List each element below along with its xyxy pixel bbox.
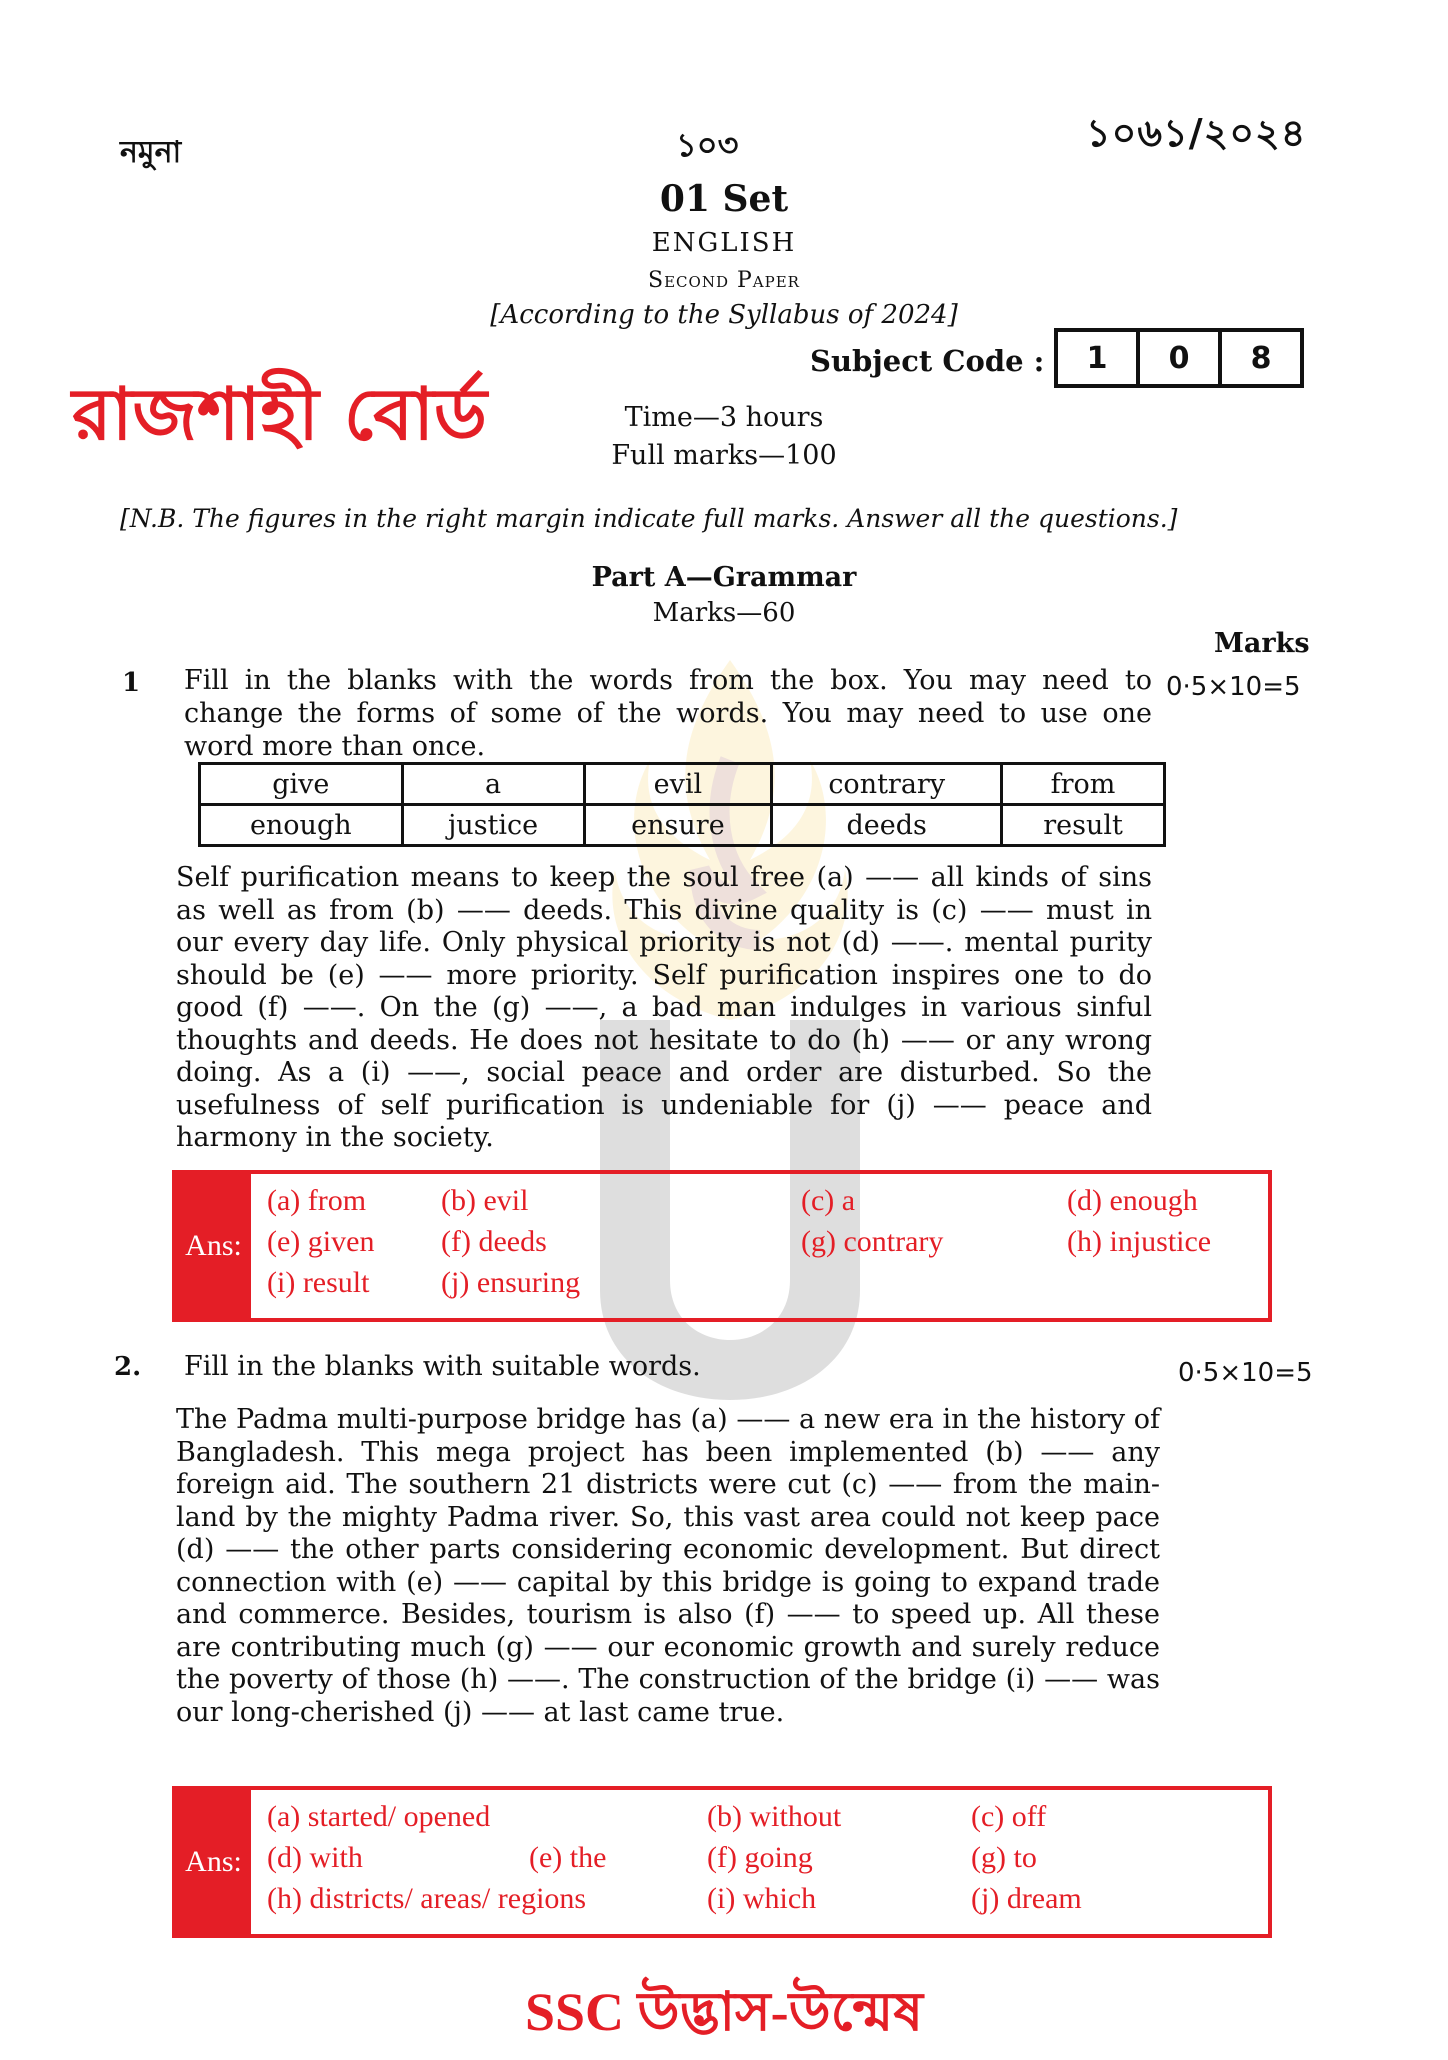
- exam-code: ১০৬১/২০২৪: [1086, 111, 1307, 155]
- answer-box: [172, 1786, 1272, 1938]
- answer-item: (b) evil: [441, 1184, 529, 1217]
- answer-item: (e) the: [529, 1841, 607, 1874]
- answer-label: Ans:: [176, 1790, 251, 1934]
- brand-footer: SSC উদ্ভাস-উন্মেষ: [524, 1982, 924, 2042]
- instruction-note: [N.B. The figures in the right margin indicate full marks. Answer all the questions.]: [120, 504, 1178, 533]
- word-box-cell: ensure: [584, 805, 772, 846]
- part-title: Part A—Grammar: [591, 562, 857, 593]
- answer-item: (e) given: [267, 1225, 375, 1258]
- answer-item: (h) districts/ areas/ regions: [267, 1882, 587, 1915]
- subject-code-label: Subject Code :: [810, 344, 1045, 378]
- word-box-cell: enough: [200, 805, 403, 846]
- question-instruction: Fill in the blanks with suitable words.: [184, 1351, 701, 1382]
- answer-item: (d) with: [267, 1841, 363, 1874]
- question-marks: 0·5×10=5: [1178, 1358, 1313, 1388]
- answer-item: (f) going: [707, 1841, 813, 1874]
- word-box-cell: result: [1002, 805, 1165, 846]
- answer-item: (a) from: [267, 1184, 367, 1217]
- answer-item: (g) contrary: [801, 1225, 944, 1258]
- syllabus-note: [According to the Syllabus of 2024]: [490, 300, 958, 330]
- answer-label: Ans:: [176, 1174, 251, 1318]
- answer-item: (i) which: [707, 1882, 817, 1915]
- answer-item: (j) dream: [971, 1882, 1082, 1915]
- question-instruction: Fill in the blanks with the words from the box. You may need to change the forms of some of the words. You may need to use one word more than once.: [184, 665, 1152, 762]
- subject-code-digit: 1: [1058, 332, 1140, 384]
- paper-title: Second Paper: [648, 268, 800, 293]
- answer-item: (b) without: [707, 1800, 842, 1833]
- word-box-cell: justice: [402, 805, 584, 846]
- page-number: ১০৩: [676, 126, 739, 164]
- word-box-cell: from: [1002, 764, 1165, 805]
- answer-item: (g) to: [971, 1841, 1037, 1874]
- word-box-cell: contrary: [772, 764, 1002, 805]
- word-box-cell: evil: [584, 764, 772, 805]
- answer-item: (d) enough: [1067, 1184, 1198, 1217]
- question-number: 1: [122, 668, 141, 698]
- word-box-cell: deeds: [772, 805, 1002, 846]
- answer-item: (j) ensuring: [441, 1266, 581, 1299]
- subject-code-digit: 0: [1140, 332, 1222, 384]
- answer-box: [172, 1170, 1272, 1322]
- sample-label: নমুনা: [120, 135, 182, 170]
- subject-code-box: [1054, 328, 1304, 388]
- time-allowed: Time—3 hours: [624, 402, 824, 433]
- word-box-cell: a: [402, 764, 584, 805]
- question-number: 2.: [114, 1352, 142, 1382]
- answer-grid: [251, 1174, 1268, 1318]
- answer-item: (i) result: [267, 1266, 370, 1299]
- question-marks: 0·5×10=5: [1166, 672, 1301, 702]
- set-title: 01 Set: [659, 178, 789, 220]
- part-marks: Marks—60: [652, 598, 796, 628]
- answer-grid: [251, 1790, 1268, 1934]
- answer-item: (c) off: [971, 1800, 1047, 1833]
- subject-title: ENGLISH: [651, 228, 797, 258]
- passage-text: The Padma multi-purpose bridge has (a) —— a new era in the history of Bangladesh. This mega project has been implemented (b) —— any foreign aid. The southern 21 districts were cut (c) —— from the main-land by the mighty Padma river. So, this vast area could not keep pace (d) —— the other parts considering economic development. But direct connection with (e) —— capital by this bridge is going to expand trade and commerce. Besides, tourism is also (f) —— to speed up. All these are contributing much (g) —— our economic growth and surely reduce the poverty of those (h) ——. The construction of the bridge (i) —— was our long-cherished (j) —— at last came true.: [176, 1404, 1160, 1728]
- answer-item: (f) deeds: [441, 1225, 547, 1258]
- word-box: [198, 762, 1166, 847]
- answer-item: (a) started/ opened: [267, 1800, 491, 1833]
- marks-column-label: Marks: [1214, 628, 1310, 659]
- answer-item: (h) injustice: [1067, 1225, 1212, 1258]
- full-marks: Full marks—100: [611, 440, 837, 471]
- word-box-cell: give: [200, 764, 403, 805]
- subject-code-digit: 8: [1250, 340, 1272, 376]
- answer-item: (c) a: [801, 1184, 856, 1217]
- board-label: রাজশাহী বোর্ড: [72, 372, 488, 456]
- passage-text: Self purification means to keep the soul free (a) —— all kinds of sins as well as from (b) —— deeds. This divine quality is (c) —— must in our every day life. Only physical priority is not (d) ——. mental purity should be (e) —— more priority. Self purification inspires one to do good (f) ——. On the (g) ——, a bad man indulges in various sinful thoughts and deeds. He does not hesitate to do (h) —— or any wrong doing. As a (i) ——, social peace and order are disturbed. So the usefulness of self purification is undeniable for (j) —— peace and harmony in the society.: [176, 862, 1152, 1153]
